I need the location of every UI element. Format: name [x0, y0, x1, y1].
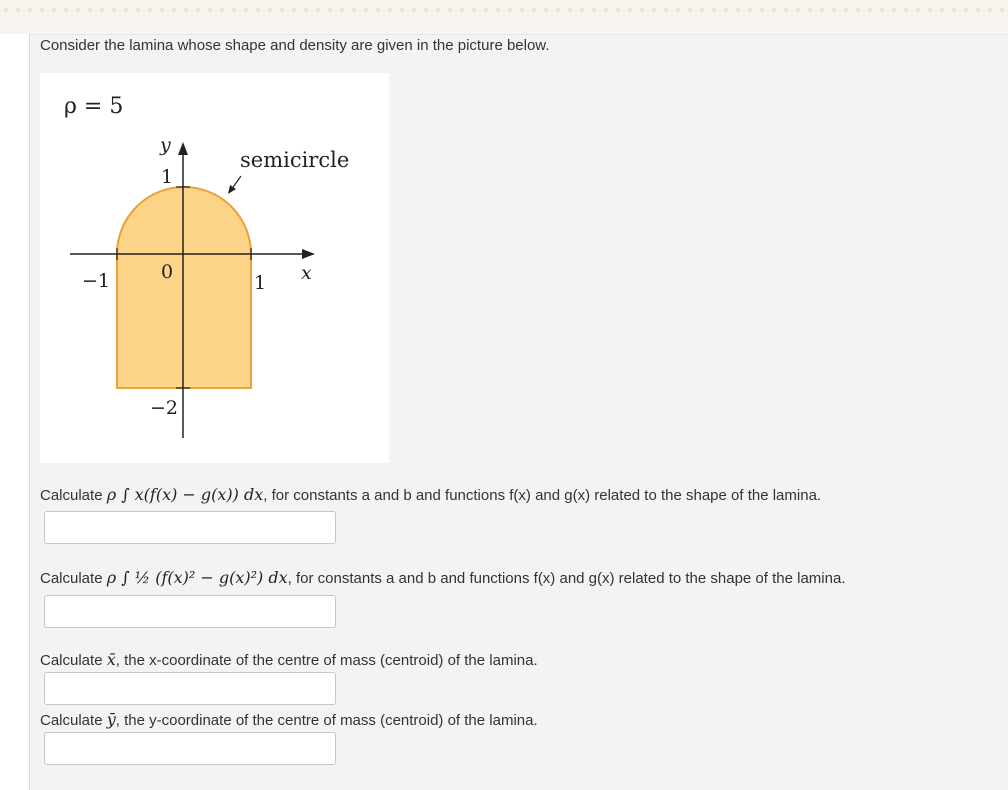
question-1-prefix: Calculate	[40, 487, 103, 504]
question-1-integral: ρ ∫ x(f(x) − g(x)) dx	[106, 485, 264, 504]
semicircle-pointer-arrowhead	[228, 185, 236, 194]
tick-label-x1: 1	[254, 272, 267, 294]
answer-input-1[interactable]	[44, 511, 336, 544]
question-2-suffix: , for constants a and b and functions f(x) and g(x) related to the shape of the lamina.	[287, 570, 846, 587]
question-3-text	[40, 650, 538, 669]
x-axis-label: x	[301, 262, 312, 284]
question-3-suffix: , the x-coordinate of the centre of mass (centroid) of the lamina.	[115, 652, 538, 669]
lamina-shape	[117, 187, 251, 388]
question-4-symbol: ȳ	[106, 710, 116, 729]
answer-input-2[interactable]	[44, 595, 336, 628]
question-1-suffix: , for constants a and b and functions f(x) and g(x) related to the shape of the lamina.	[263, 487, 822, 504]
y-axis-arrow	[178, 142, 188, 155]
header-band	[0, 22, 1008, 35]
question-4-suffix: , the y-coordinate of the centre of mass (centroid) of the lamina.	[115, 712, 538, 729]
lamina-figure	[40, 73, 389, 463]
x-axis-arrow	[302, 249, 315, 259]
answer-input-4[interactable]	[44, 732, 336, 765]
question-2-integral: ρ ∫ ½ (f(x)² − g(x)²) dx	[106, 568, 288, 587]
left-gutter	[0, 34, 30, 790]
question-3-prefix: Calculate	[40, 652, 103, 669]
lamina-diagram	[40, 73, 389, 463]
tick-label-yneg2: −2	[150, 397, 179, 419]
question-4-text	[40, 710, 538, 729]
tick-label-xneg1: −1	[82, 270, 111, 292]
question-2-prefix: Calculate	[40, 570, 103, 587]
semicircle-label: semicircle	[240, 148, 350, 172]
intro-text: Consider the lamina whose shape and density are given in the picture below.	[40, 37, 550, 54]
question-2-text	[40, 568, 845, 587]
decorative-header-strip	[0, 0, 1008, 23]
density-label: ρ = 5	[64, 94, 124, 119]
tick-label-origin: 0	[161, 261, 174, 283]
question-3-symbol: x̄	[106, 650, 116, 669]
y-axis-label: y	[160, 134, 171, 156]
tick-label-y1: 1	[161, 166, 174, 188]
question-4-prefix: Calculate	[40, 712, 103, 729]
question-1-text	[40, 485, 821, 504]
answer-input-3[interactable]	[44, 672, 336, 705]
